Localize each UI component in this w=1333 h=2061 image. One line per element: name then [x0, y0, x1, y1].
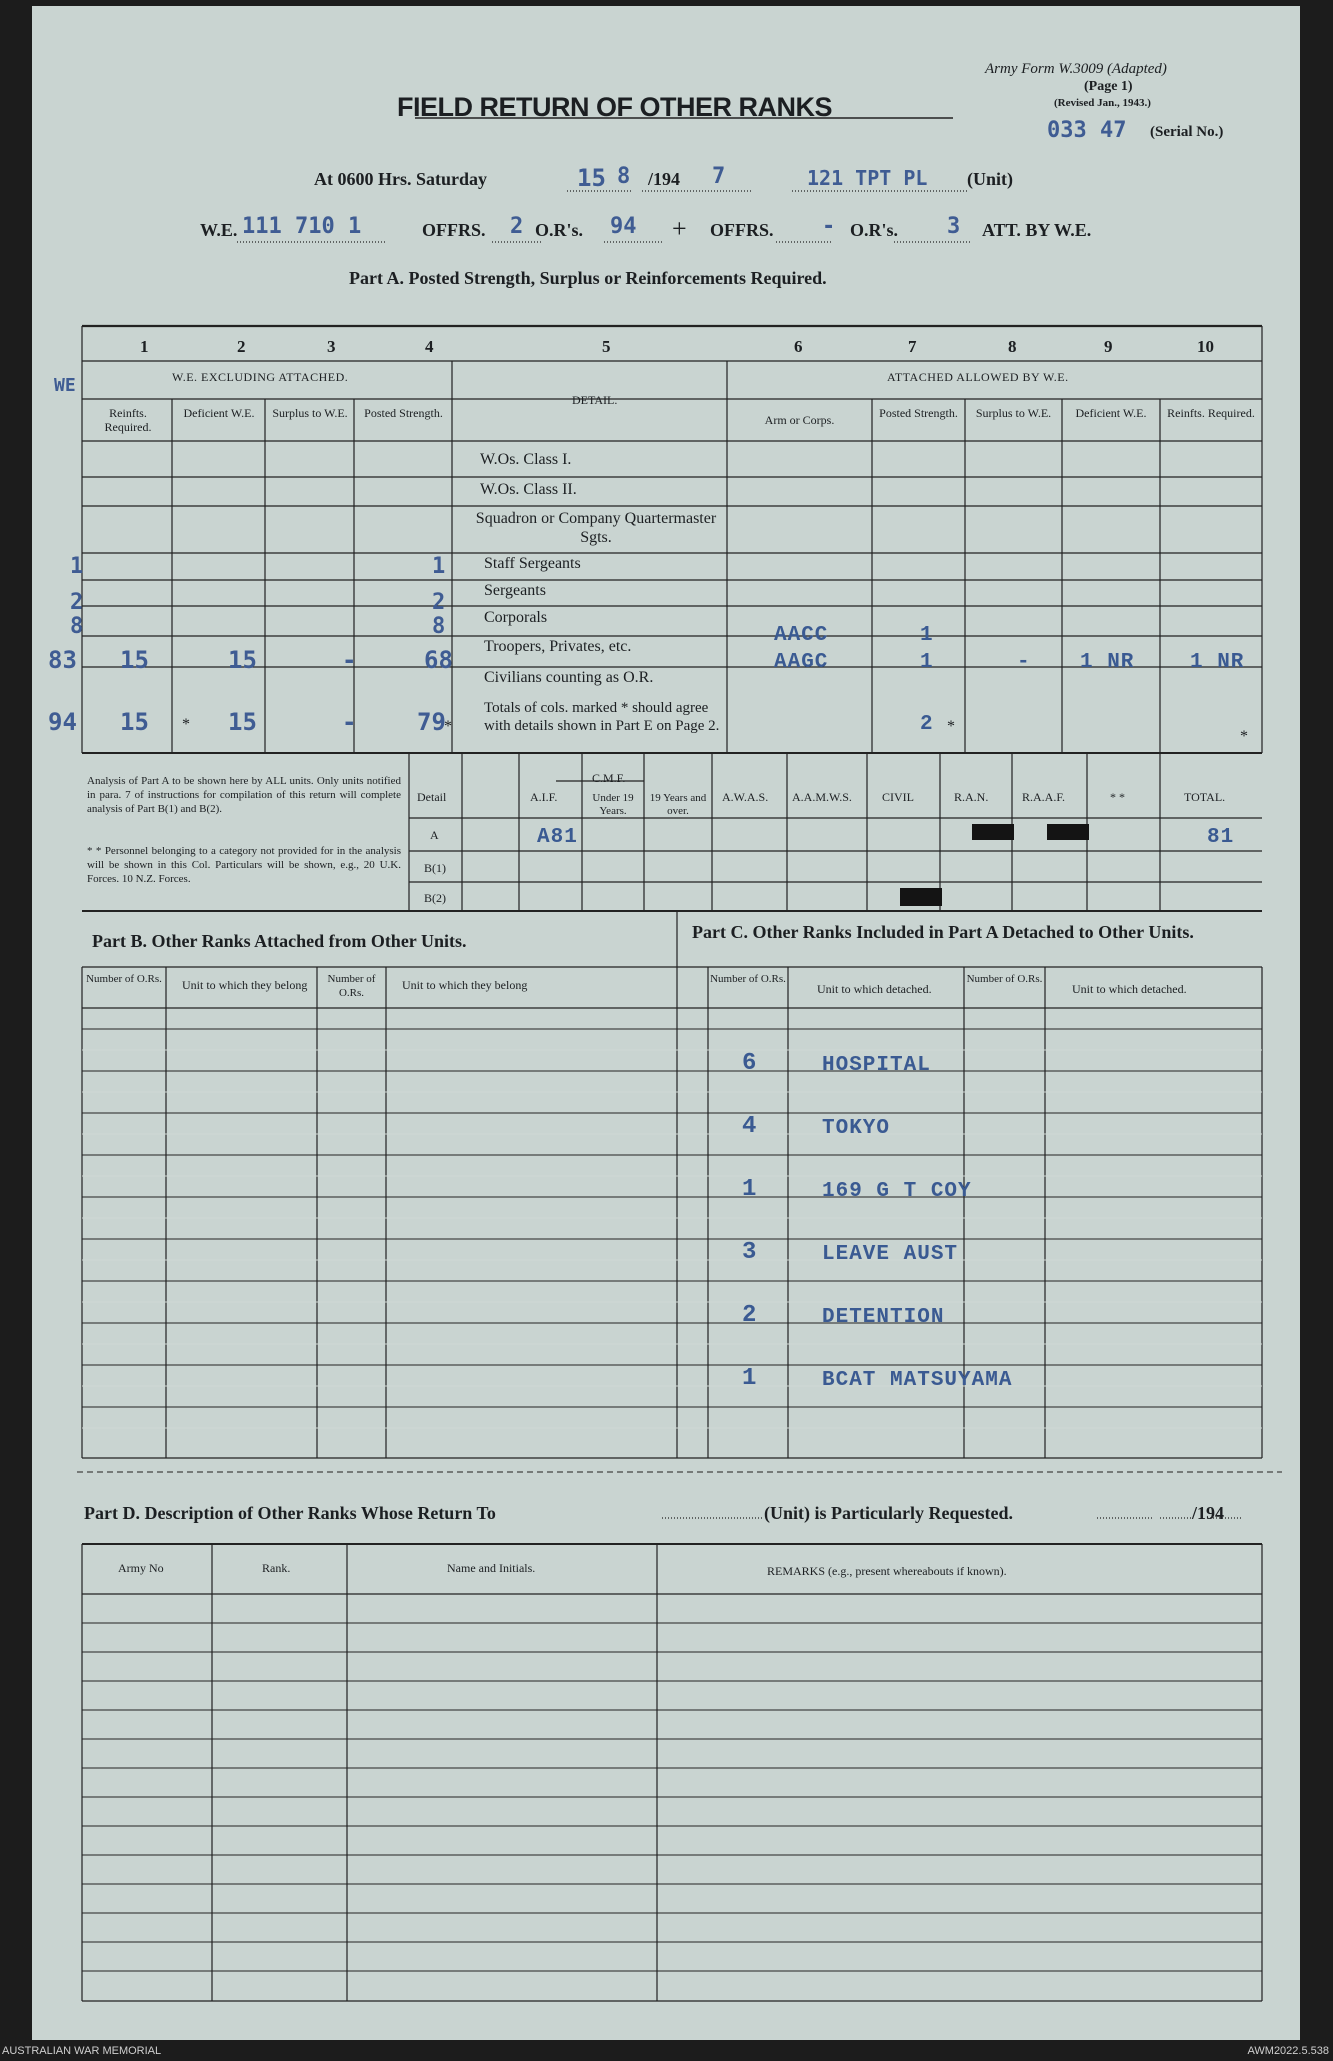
col-head-att-posted: Posted Strength. [879, 406, 958, 420]
part-d-name-head: Name and Initials. [447, 1561, 536, 1575]
analysis-row-b2: B(2) [424, 891, 446, 905]
col-num-7: 7 [908, 337, 917, 356]
staff-sgts-reinfts: 1 [70, 554, 84, 579]
corporals-posted: 8 [432, 614, 446, 639]
offrs-label: OFFRS. [422, 220, 486, 240]
civil-head: CIVIL [882, 790, 914, 804]
troopers-reinfts: 15 [120, 646, 149, 674]
part-b-unit-head-2: Unit to which they belong [402, 978, 528, 992]
part-d-army-head: Army No [118, 1561, 164, 1575]
aif-head: A.I.F. [530, 790, 558, 804]
part-c-num-head-1: Number of O.Rs. [710, 973, 786, 985]
part-d-title-end: (Unit) is Particularly Requested. [764, 1503, 1013, 1523]
total-a-value: 81 [1207, 826, 1235, 849]
part-b-num-head-2: Number of O.Rs. [327, 973, 376, 999]
col-num-6: 6 [794, 337, 803, 356]
part-c-unit-6: BCAT MATSUYAMA [822, 1369, 1013, 1392]
ran-head: R.A.N. [954, 790, 989, 804]
redaction-civil [900, 888, 942, 906]
col-num-2: 2 [237, 337, 246, 356]
redaction-raaf [1047, 824, 1089, 840]
part-d-remarks-head: REMARKS (e.g., present whereabouts if known). [767, 1564, 1007, 1578]
att-surplus: - [1017, 651, 1031, 674]
part-c-unit-1: HOSPITAL [822, 1054, 931, 1077]
part-d-date: /194 [1192, 1503, 1225, 1523]
part-c-num-5: 2 [742, 1302, 758, 1329]
col-num-8: 8 [1008, 337, 1017, 356]
ors2-value: 3 [947, 214, 961, 239]
aif-a-value: A81 [537, 826, 578, 849]
we-mark: WE [54, 375, 76, 396]
col-num-10: 10 [1197, 337, 1214, 356]
totals-label: Totals of cols. marked * should agree with details shown in Part E on Page 2. [484, 700, 720, 734]
detail-qm-sgts: Squadron or Company Quartermaster Sgts. [475, 510, 717, 546]
form-rules [32, 6, 1300, 2040]
col-num-4: 4 [425, 337, 434, 356]
detail-sergeants: Sergeants [484, 582, 546, 599]
part-c-num-head-2: Number of O.Rs. [966, 973, 1043, 985]
col-num-5: 5 [602, 337, 611, 356]
starstar-head: * * [1110, 790, 1125, 804]
serial-label: (Serial No.) [1150, 124, 1224, 140]
at-label: At 0600 Hrs. Saturday [314, 169, 488, 189]
total-star-3: * [947, 718, 955, 735]
part-c-unit-head-2: Unit to which detached. [1072, 982, 1187, 996]
part-c-num-4: 3 [742, 1239, 758, 1266]
detail-corporals: Corporals [484, 609, 548, 626]
offrs2-value: - [822, 214, 836, 239]
we-value: 111 710 1 [242, 214, 362, 239]
att-arm-1: AACC [774, 624, 829, 647]
part-c-unit-3: 169 G T COY [822, 1180, 972, 1203]
aamws-head: A.A.M.W.S. [792, 790, 852, 804]
ors-value: 94 [610, 214, 637, 239]
total-star-4: * [1240, 728, 1248, 745]
col-head-arm-corps: Arm or Corps. [764, 413, 835, 427]
att-label: ATT. BY W.E. [982, 220, 1092, 240]
date-day: 15 [577, 164, 606, 192]
part-b-unit-head-1: Unit to which they belong [182, 978, 308, 992]
form-title: FIELD RETURN OF OTHER RANKS [397, 92, 832, 122]
analysis-note-2: * * Personnel belonging to a category not provided for in the analysis will be shown in this Col. Particulars will be shown, e.g., 20 U.K. Forces. 10 N.Z. Forces. [87, 845, 401, 885]
troopers-deficient: 15 [228, 646, 257, 674]
detail-civilians: Civilians counting as O.R. [484, 669, 654, 686]
footer-right: AWM2022.5.538 [1247, 2045, 1329, 2057]
col-head-att-surplus: Surplus to W.E. [975, 406, 1052, 420]
page-label: (Page 1) [1084, 79, 1133, 94]
total-we: 94 [48, 708, 77, 736]
offrs2-label: OFFRS. [710, 220, 774, 240]
total-reinfts: 15 [120, 708, 149, 736]
part-c-unit-head-1: Unit to which detached. [817, 982, 932, 996]
total-surplus: - [342, 708, 357, 736]
ors2-label: O.R's. [850, 220, 899, 240]
part-d-title: Part D. Description of Other Ranks Whose Return To [84, 1503, 496, 1523]
revised-label: (Revised Jan., 1943.) [1054, 97, 1151, 109]
analysis-note: Analysis of Part A to be shown here by ALL units. Only units notified in para. 7 of instructions for compilation of this return will complete analysis of Part B(1) and B(2). [87, 775, 401, 815]
part-c-unit-5: DETENTION [822, 1306, 945, 1329]
col-num-9: 9 [1104, 337, 1113, 356]
troopers-we: 83 [48, 646, 77, 674]
over19-head: 19 Years and over. [649, 792, 707, 817]
total-deficient: 15 [228, 708, 257, 736]
sergeants-reinfts: 2 [70, 590, 84, 615]
year-suffix: 7 [712, 164, 726, 189]
col-num-1: 1 [140, 337, 149, 356]
date-month: 8 [617, 164, 631, 189]
detail-staff-sgts: Staff Sergeants [484, 555, 581, 572]
part-c-num-1: 6 [742, 1050, 758, 1077]
analysis-detail-head: Detail [417, 790, 447, 804]
analysis-row-a: A [430, 828, 439, 842]
detail-wo2: W.Os. Class II. [480, 481, 577, 498]
cmf-head: C.M.F. [592, 771, 626, 785]
part-c-num-2: 4 [742, 1113, 758, 1140]
col-head-att-reinfts: Reinfts. Required. [1167, 406, 1255, 420]
detail-troopers: Troopers, Privates, etc. [484, 638, 632, 655]
att-deficient: 1 NR [1080, 651, 1135, 674]
corporals-reinfts: 8 [70, 614, 84, 639]
total-star-2: * [444, 718, 452, 735]
unit-value: 121 TPT PL [807, 166, 928, 190]
part-c-unit-4: LEAVE AUST [822, 1243, 959, 1266]
army-form-label: Army Form W.3009 (Adapted) [985, 61, 1167, 77]
plus-sign: + [672, 214, 687, 243]
att-posted-2: 1 [920, 651, 934, 674]
part-b-num-head-1: Number of O.Rs. [86, 973, 162, 985]
part-c-unit-2: TOKYO [822, 1117, 891, 1140]
total-att-posted: 2 [920, 713, 934, 736]
total-head: TOTAL. [1184, 790, 1226, 804]
part-d-rank-head: Rank. [262, 1561, 291, 1575]
col-head-surplus: Surplus to W.E. [272, 406, 348, 420]
part-b-title: Part B. Other Ranks Attached from Other Units. [92, 931, 467, 951]
col-num-3: 3 [327, 337, 336, 356]
part-c-num-3: 1 [742, 1176, 758, 1203]
sergeants-posted: 2 [432, 590, 446, 615]
total-posted: 79 [417, 708, 446, 736]
troopers-posted: 68 [424, 646, 453, 674]
att-arm-2: AAGC [774, 651, 829, 674]
ors-label: O.R's. [535, 220, 584, 240]
footer [0, 2042, 1333, 2061]
part-c-title: Part C. Other Ranks Included in Part A Detached to Other Units. [692, 922, 1194, 942]
analysis-row-b1: B(1) [424, 861, 446, 875]
we-excl-header: W.E. EXCLUDING ATTACHED. [172, 370, 349, 384]
detail-wo1: W.Os. Class I. [480, 451, 572, 468]
serial-number: 033 47 [1047, 118, 1127, 143]
col-head-att-deficient: Deficient W.E. [1075, 406, 1147, 420]
detail-header: DETAIL. [572, 393, 618, 407]
raaf-head: R.A.A.F. [1022, 790, 1066, 804]
part-a-title: Part A. Posted Strength, Surplus or Reinforcements Required. [349, 268, 827, 288]
footer-left: AUSTRALIAN WAR MEMORIAL [2, 2045, 162, 2057]
staff-sgts-posted: 1 [432, 554, 446, 579]
part-c-num-6: 1 [742, 1365, 758, 1392]
year-prefix: /194 [648, 169, 681, 189]
we-label: W.E. [200, 220, 238, 240]
redaction-ran [972, 824, 1014, 840]
att-reinfts: 1 NR [1190, 651, 1245, 674]
unit-label: (Unit) [967, 169, 1013, 189]
awas-head: A.W.A.S. [722, 790, 769, 804]
col-head-reinfts: Reinfts. Required. [104, 406, 152, 434]
att-posted-1: 1 [920, 624, 934, 647]
attached-allowed-header: ATTACHED ALLOWED BY W.E. [887, 370, 1069, 384]
under19-head: Under 19 Years. [592, 792, 634, 817]
col-head-posted: Posted Strength. [364, 406, 443, 420]
troopers-surplus: - [342, 646, 357, 674]
offrs-value: 2 [510, 214, 524, 239]
total-star-1: * [182, 716, 190, 733]
col-head-deficient: Deficient W.E. [183, 406, 255, 420]
form-paper [32, 6, 1300, 2040]
